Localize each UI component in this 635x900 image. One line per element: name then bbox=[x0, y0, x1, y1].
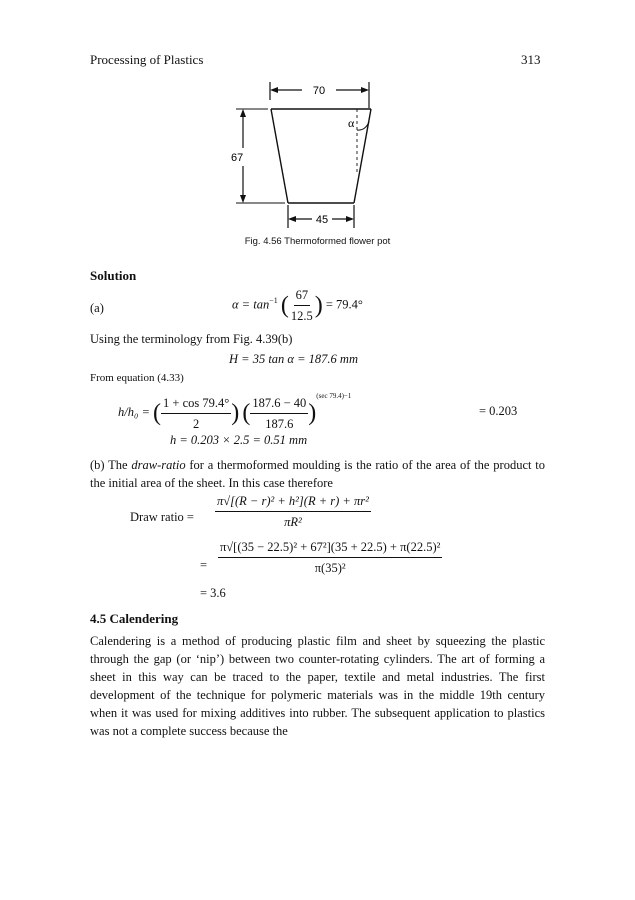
frac1-denominator: 2 bbox=[193, 416, 200, 431]
alpha-numerator: 67 bbox=[294, 286, 311, 306]
bottom-dim-arrow-left bbox=[288, 216, 296, 222]
draw-ratio-formula bbox=[215, 492, 371, 531]
h-result: h = 0.203 × 2.5 = 0.51 mm bbox=[170, 433, 308, 447]
pot-left-wall bbox=[271, 109, 288, 203]
ratio-result: = 0.203 bbox=[479, 404, 518, 418]
part-b-post: for a thermoformed moulding is the ratio of the area of the product to the initial area of the sheet. In this case therefore bbox=[90, 458, 545, 490]
frac1-numerator: 1 + cos 79.4° bbox=[161, 394, 231, 414]
alpha-lhs: α = tan bbox=[232, 297, 270, 312]
section-heading: 4.5 Calendering bbox=[90, 611, 179, 626]
alpha-result: = 79.4° bbox=[325, 297, 363, 312]
ratio-equation: h/h₀ = ( $\frac{1 + \cos 79.4^\circ}{2}$ ) ( $\frac{187.6 - 40}{187.6}$ )$^{(sec 79.4)-1}$ bbox=[118, 392, 352, 431]
flower-pot-diagram bbox=[0, 0, 635, 260]
draw-ratio-label: Draw ratio = bbox=[130, 510, 194, 524]
draw-equals: = bbox=[200, 558, 208, 572]
alpha-inverse-superscript: −1 bbox=[269, 296, 278, 306]
frac2-numerator: 187.6 − 40 bbox=[250, 394, 308, 414]
draw-ratio-substituted bbox=[218, 538, 442, 577]
top-dim-arrow-right bbox=[361, 87, 369, 93]
bottom-dim-arrow-right bbox=[346, 216, 354, 222]
bottom-dimension-label: 45 bbox=[315, 214, 329, 226]
page-number: 313 bbox=[521, 52, 541, 67]
running-header-title: Processing of Plastics bbox=[90, 52, 204, 67]
draw-numerator-values: π√[(35 − 22.5)² + 67²](35 + 22.5) + π(22.5)² bbox=[218, 538, 442, 558]
height-dimension-label: 67 bbox=[231, 152, 244, 164]
ratio-exponent: (sec 79.4)−1 bbox=[316, 392, 352, 400]
alpha-denominator: 12.5 bbox=[290, 309, 313, 323]
part-b-paragraph bbox=[90, 456, 545, 492]
h-formula: H = 35 tan α = 187.6 mm bbox=[229, 352, 358, 366]
solution-heading: Solution bbox=[90, 268, 137, 283]
draw-denominator-values: π(35)² bbox=[314, 561, 346, 575]
ratio-lhs: h/h₀ = bbox=[118, 405, 150, 419]
draw-numerator-general: π√[(R − r)² + h²](R + r) + πr² bbox=[215, 492, 371, 512]
terminology-line: Using the terminology from Fig. 4.39(b) bbox=[90, 332, 293, 346]
frac2-denominator: 187.6 bbox=[265, 416, 294, 431]
angle-label: α bbox=[348, 116, 355, 130]
draw-ratio-result: = 3.6 bbox=[200, 586, 226, 600]
from-equation-line: From equation (4.33) bbox=[90, 372, 184, 384]
calendering-paragraph: Calendering is a method of producing plastic film and sheet by squeezing the plastic through the gap (or ‘nip’) between two counter-rotating cylinders. The art of forming a sheet in this way can be traced to the paper, textile and metal industries. The first development of the technique for polymeric materials was in the middle 19th century when it was used for mixing additives into rubber. The subsequent application to plastics was not a complete success because the bbox=[90, 634, 545, 738]
part-a-label: (a) bbox=[90, 301, 104, 315]
draw-denominator-general: πR² bbox=[284, 515, 302, 529]
figure-caption: Fig. 4.56 Thermoformed flower pot bbox=[244, 236, 391, 247]
alpha-equation: $\alpha = \tan^{-1}$ ( $\frac{67}{12.5}$ ) = 79.4° bbox=[232, 288, 363, 323]
top-dim-arrow-left bbox=[270, 87, 278, 93]
height-dim-arrow-bottom bbox=[240, 195, 246, 203]
top-dimension-label: 70 bbox=[312, 85, 326, 97]
draw-ratio-term: draw-ratio bbox=[131, 458, 186, 472]
part-b-pre: (b) The bbox=[90, 458, 132, 472]
height-dim-arrow-top bbox=[240, 109, 246, 117]
